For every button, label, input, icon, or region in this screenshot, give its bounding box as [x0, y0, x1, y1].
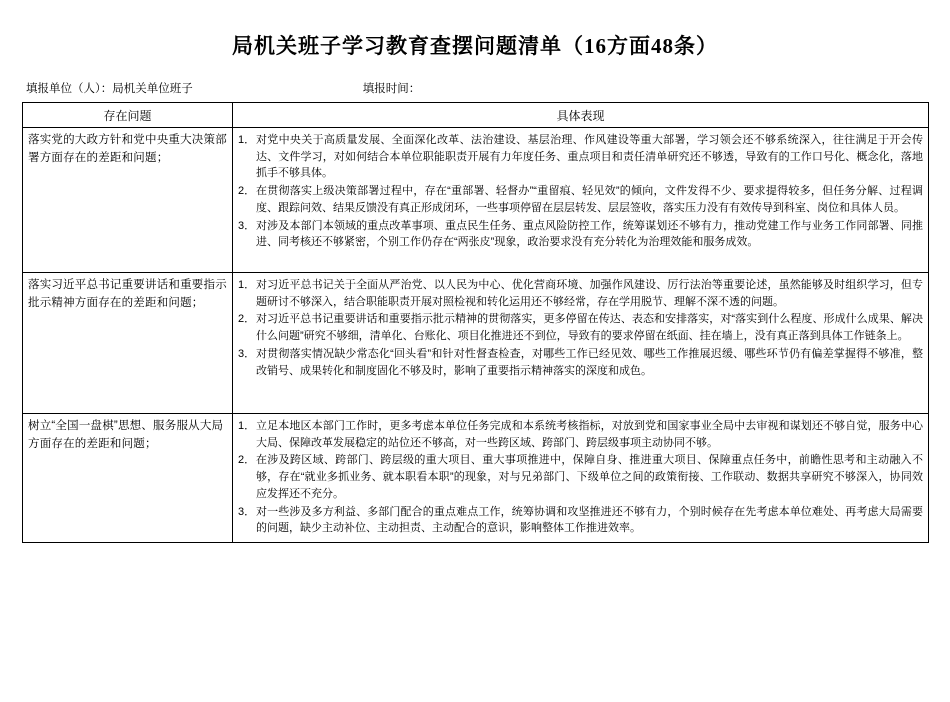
item-text: 对习近平总书记关于全面从严治党、以人民为中心、优化营商环境、加强作风建设、厉行法治等重要论述，虽然能够及时组织学习，但专题研讨不够深入，结合职能职责开展对照检视和转化运用还不够经常，存在学用脱节、理解不深不透的问题。 [256, 279, 923, 308]
page-title: 局机关班子学习教育查摆问题清单（16方面48条） [232, 34, 718, 58]
table-row [23, 414, 929, 543]
issue-cell: 落实党的大政方针和党中央重大决策部署方面存在的差距和问题； [23, 128, 233, 273]
item-text: 在贯彻落实上级决策部署过程中，存在“重部署、轻督办”“重留痕、轻见效”的倾向，文件发得不少、要求提得较多，但任务分解、过程调度、跟踪问效、结果反馈没有真正形成闭环，一些事项停留在层层转发、层层签收，落实压力没有有效传导到科室、岗位和具体人员。 [256, 185, 923, 214]
meta-row [22, 80, 928, 96]
item-number: 3． [238, 347, 256, 360]
list-item [238, 132, 923, 182]
document-page [0, 30, 950, 702]
column-header-issue: 存在问题 [23, 103, 233, 128]
list-item [238, 452, 923, 502]
item-number: 1． [238, 420, 256, 432]
item-number: 1． [238, 279, 256, 291]
issue-cell: 落实习近平总书记重要讲话和重要指示批示精神方面存在的差距和问题； [23, 273, 233, 414]
table-row [23, 273, 929, 414]
issue-cell: 树立“全国一盘棋”思想、服务服从大局方面存在的差距和问题； [23, 414, 233, 543]
list-item [238, 418, 923, 451]
item-number: 3． [238, 505, 256, 518]
list-item [238, 311, 923, 344]
item-text: 对党中央关于高质量发展、全面深化改革、法治建设、基层治理、作风建设等重大部署，学习领会还不够系统深入，往往满足于开会传达、文件学习，对如何结合本单位职能职责开展有力年度任务、重点项目和责任清单研究还不够透，导致有的工作口号化、概念化，落地抓手不够具体。 [256, 134, 923, 180]
item-text: 对贯彻落实情况缺少常态化“回头看”和针对性督查检查，对哪些工作已经见效、哪些工作推展迟缓、哪些环节仍有偏差掌握得不够准，整改销号、成果转化和制度固化不够及时，影响了重要指示精神落实的深度和成色。 [256, 347, 923, 377]
table-row [23, 128, 929, 273]
column-header-detail: 具体表现 [233, 103, 929, 128]
list-item [238, 277, 923, 310]
item-text: 对习近平总书记重要讲话和重要指示批示精神的贯彻落实，更多停留在传达、表态和安排落实，对“落实到什么程度、形成什么成果、解决什么问题”研究不够细，清单化、台账化、项目化推进还不到位，导致有的要求停留在纸面、挂在墙上，没有真正落到具体工作链条上。 [256, 313, 923, 343]
item-text: 在涉及跨区域、跨部门、跨层级的重大项目、重大事项推进中，保障自身、推进重大项目、保障重点任务中，前瞻性思考和主动融入不够，存在“就业多抓业务、就本职看本职”的现象，对与兄弟部门、下级单位之间的政策衔接、工作联动、数据共享研究不够深入，协同效应发挥还不充分。 [256, 454, 923, 500]
detail-cell [233, 414, 929, 543]
item-text: 对一些涉及多方利益、多部门配合的重点难点工作，统筹协调和攻坚推进还不够有力，个别时候存在先考虑本单位难处、再考虑大局需要的问题，缺少主动补位、主动担责、主动配合的意识，影响整体工作推进效率。 [256, 505, 923, 535]
item-text: 立足本地区本部门工作时，更多考虑本单位任务完成和本系统考核指标，对放到党和国家事业全局中去审视和谋划还不够自觉，服务中心大局、保障改革发展稳定的站位还不够高，对一些跨区域、跨部门、跨层级事项主动协同不够。 [256, 420, 923, 449]
list-item [238, 504, 923, 537]
item-text: 对涉及本部门本领域的重点改革事项、重点民生任务、重点风险防控工作，统筹谋划还不够有力，推动党建工作与业务工作同部署、同推进、同考核还不够紧密，个别工作仍存在“两张皮”现象，政治要求没有充分转化为治理效能和服务成效。 [256, 219, 923, 249]
item-number: 2． [238, 185, 256, 198]
list-item [238, 218, 923, 251]
item-number: 2． [238, 454, 256, 467]
item-number: 3． [238, 219, 256, 232]
list-item [238, 346, 923, 379]
reporting-date-label: 填报时间： [362, 83, 421, 95]
item-number: 2． [238, 313, 256, 326]
list-item [238, 183, 923, 216]
reporting-unit-label: 填报单位（人）：局机关单位班子 [26, 83, 193, 95]
item-number: 1． [238, 134, 256, 146]
detail-cell [233, 273, 929, 414]
table-header-row [23, 103, 929, 128]
issue-list-table [22, 102, 929, 543]
detail-cell [233, 128, 929, 273]
